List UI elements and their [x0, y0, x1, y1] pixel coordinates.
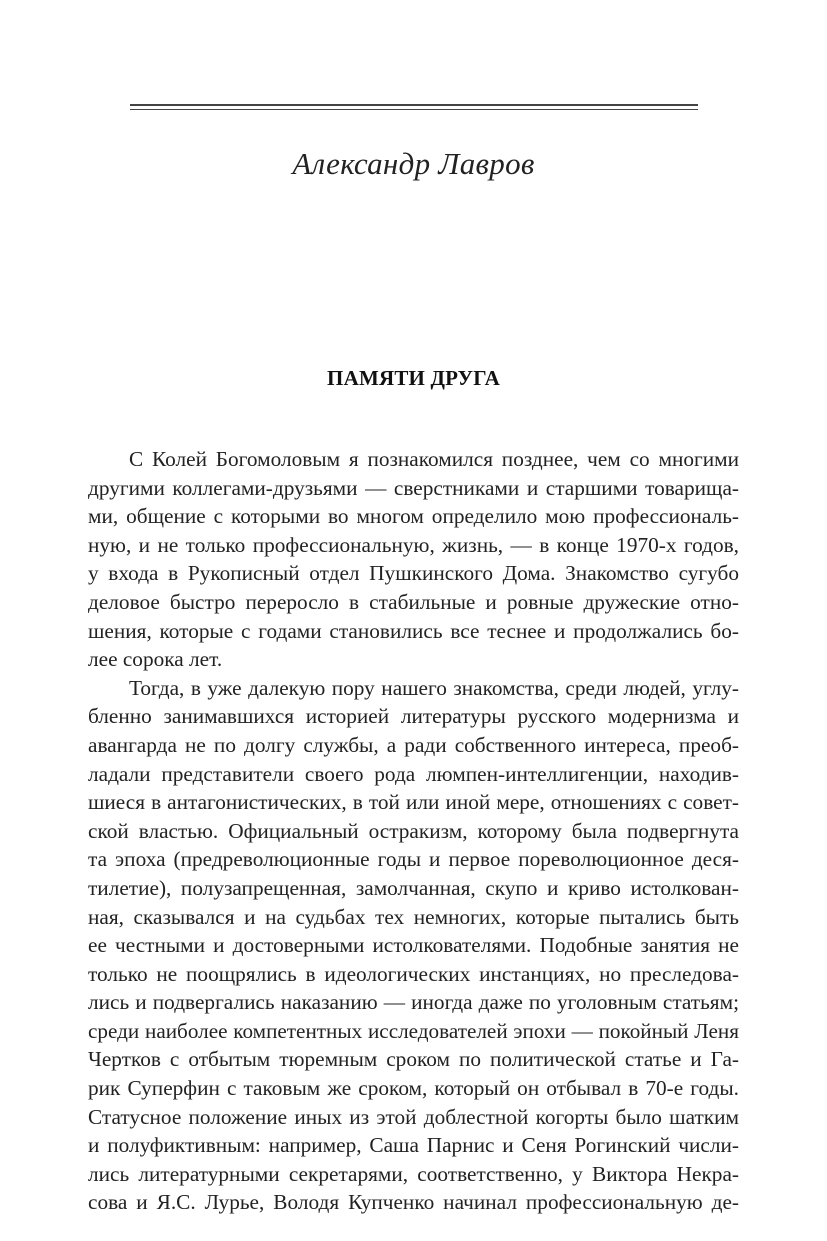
paragraph-1-line-5: у входа в Рукописный отдел Пушкинского Дома. Знакомство сугубо: [88, 561, 739, 586]
paragraph-1-line-2: другими коллегами-друзьями — сверстниками и старшими товарища-: [88, 475, 739, 500]
paragraph-2-line-16: Статусное положение иных из этой доблестной когорты было шатким: [88, 1104, 739, 1129]
paragraph-2-line-7: та эпоха (предреволюционные годы и первое пореволюционное деся-: [88, 847, 739, 872]
paragraph-1-line-4: ную, и не только профессиональную, жизнь, — в конце 1970-х годов,: [88, 532, 739, 557]
paragraph-2-line-11: только не поощрялись в идеологических инстанциях, но преследова-: [88, 961, 739, 986]
paragraph-2-line-6: ской властью. Официальный остракизм, которому была подвергнута: [88, 818, 739, 843]
paragraph-2-line-2: бленно занимавшихся историей литературы русского модернизма и: [88, 704, 739, 729]
paragraph-2-line-9: ная, сказывался и на судьбах тех немногих, которые пытались быть: [88, 904, 739, 929]
paragraph-2-line-13: среди наиболее компетентных исследователей эпохи — покойный Леня: [88, 1018, 739, 1043]
paragraph-2-line-1: Тогда, в уже далекую пору нашего знакомства, среди людей, углу-: [129, 675, 739, 700]
paragraph-2-line-4: ладали представители своего рода люмпен-интеллигенции, находив-: [88, 761, 739, 786]
header-rule-thick: [130, 104, 698, 106]
paragraph-2-line-8: тилетие), полузапрещенная, замолчанная, скупо и криво истолкован-: [88, 875, 739, 900]
header-rule-thin: [130, 109, 698, 110]
paragraph-2-line-12: лись и подвергались наказанию — иногда даже по уголовным статьям;: [88, 990, 739, 1015]
paragraph-1-line-6: деловое быстро переросло в стабильные и ровные дружеские отно-: [88, 589, 739, 614]
paragraph-1-line-7: шения, которые с годами становились все теснее и продолжались бо-: [88, 618, 739, 643]
article-body: [88, 445, 739, 1217]
paragraph-2-line-18: лись литературными секретарями, соответственно, у Виктора Некра-: [88, 1161, 739, 1186]
paragraph-2-line-19: сова и Я.С. Лурье, Володя Купченко начинал профессиональную де-: [88, 1190, 739, 1215]
paragraph-1-line-3: ми, общение с которыми во многом определило мою профессиональ-: [88, 504, 739, 529]
paragraph-2-line-10: ее честными и достоверными истолкователями. Подобные занятия не: [88, 933, 739, 958]
paragraph-2-line-15: рик Суперфин с таковым же сроком, который он отбывал в 70-е годы.: [88, 1076, 739, 1101]
paragraph-2-line-3: авангарда не по долгу службы, а ради собственного интереса, преоб-: [88, 732, 739, 757]
article-title: ПАМЯТИ ДРУГА: [327, 366, 500, 390]
paragraph-1-line-8: лее сорока лет.: [88, 647, 223, 672]
paragraph-2-line-17: и полуфиктивным: например, Саша Парнис и Сеня Рогинский числи-: [88, 1133, 739, 1158]
author-name: Александр Лавров: [292, 146, 535, 181]
paragraph-2-line-5: шиеся в антагонистических, в той или иной мере, отношениях с совет-: [88, 790, 739, 815]
paragraph-1-line-1: С Колей Богомоловым я познакомился позднее, чем со многими: [129, 447, 739, 471]
paragraph-2-line-14: Чертков с отбытым тюремным сроком по политической статье и Га-: [88, 1047, 739, 1072]
